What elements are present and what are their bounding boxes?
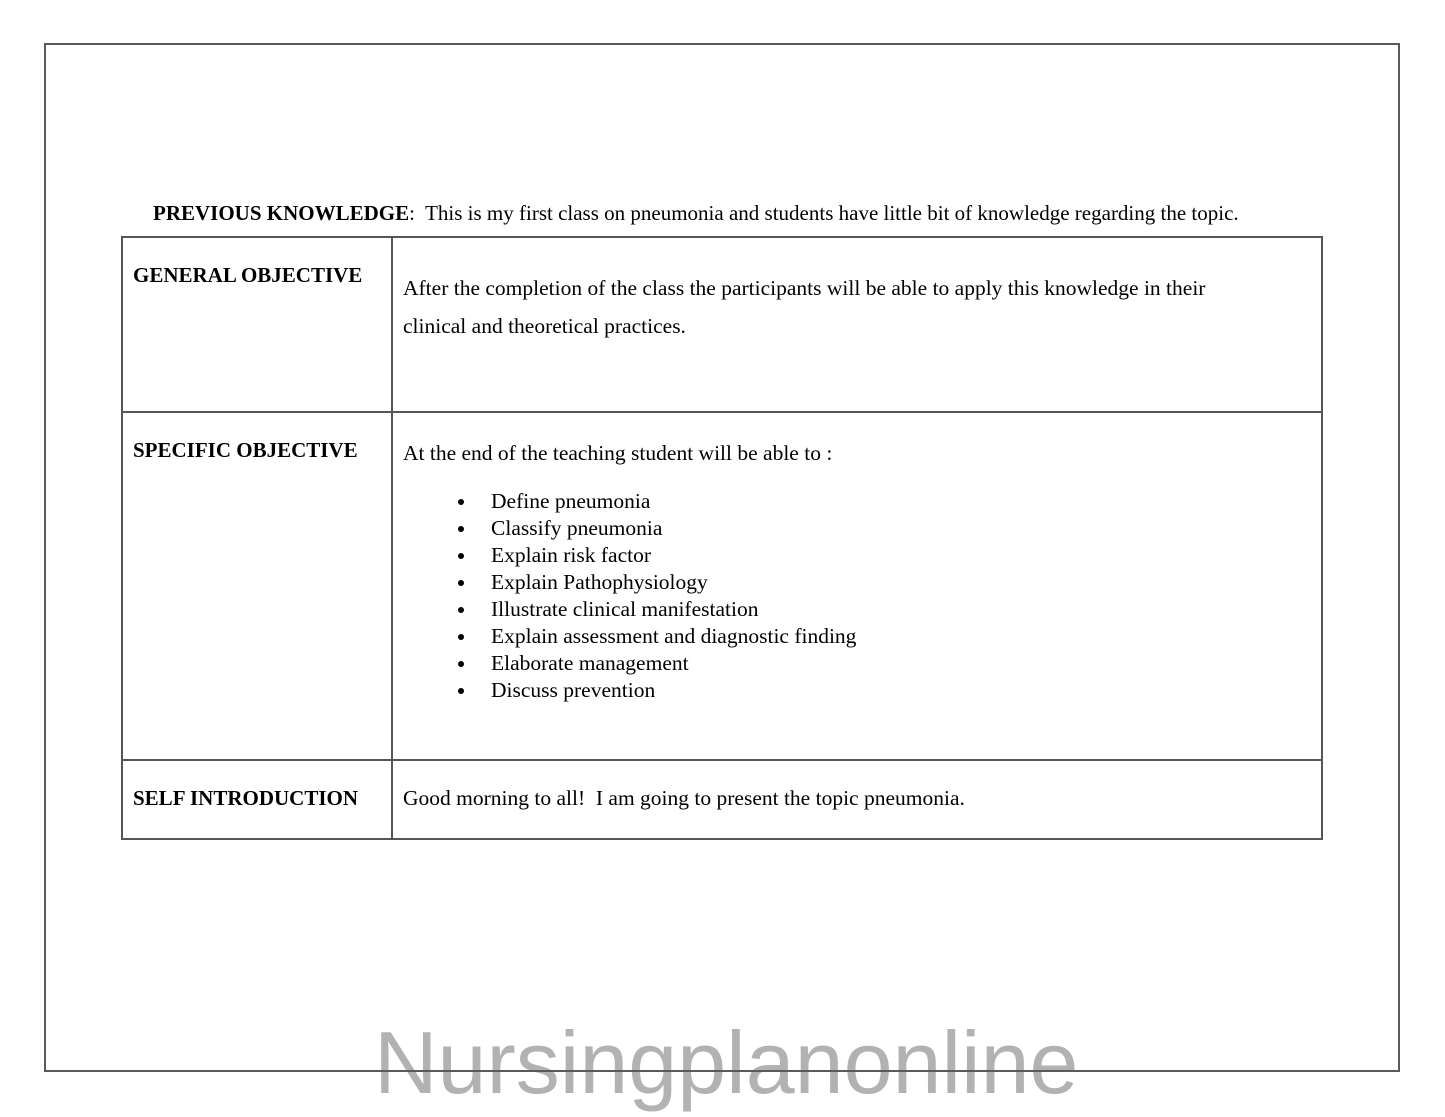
previous-knowledge-text: : This is my first class on pneumonia and students have little bit of knowledge regarding the topic. [409, 201, 1239, 225]
previous-knowledge-label: PREVIOUS KNOWLEDGE [153, 201, 410, 225]
self-introduction-content-cell [393, 761, 1321, 838]
bullet-item: • Explain assessment and diagnostic finding [477, 623, 1301, 650]
lesson-plan-table [121, 236, 1323, 840]
table-row-specific-objective [123, 413, 1321, 761]
general-objective-label-cell: GENERAL OBJECTIVE [123, 238, 393, 411]
specific-objective-bullet-list [403, 488, 1301, 704]
bullet-item: • Illustrate clinical manifestation [477, 596, 1301, 623]
table-row-self-introduction [123, 761, 1321, 838]
bullet-item: • Elaborate management [477, 650, 1301, 677]
bullet-item: • Classify pneumonia [477, 515, 1301, 542]
specific-objective-intro-text: At the end of the teaching student will be able to : [403, 441, 833, 465]
specific-objective-label-cell: SPECIFIC OBJECTIVE [123, 413, 393, 759]
self-introduction-text: Good morning to all! I am going to present the topic pneumonia. [403, 786, 965, 810]
self-introduction-label-cell: SELF INTRODUCTION [123, 761, 393, 838]
bullet-item: • Define pneumonia [477, 488, 1301, 515]
general-objective-content-cell [393, 238, 1321, 411]
bullet-item: • Discuss prevention [477, 677, 1301, 704]
general-objective-text: After the completion of the class the participants will be able to apply this knowledge in their clinical and theoretical practices. [403, 276, 1206, 338]
watermark-text: Nursingplanonline [374, 1013, 1079, 1112]
table-row-general-objective [123, 238, 1321, 413]
specific-objective-content-cell [393, 413, 1321, 759]
bullet-item: • Explain Pathophysiology [477, 569, 1301, 596]
bullet-item: • Explain risk factor [477, 542, 1301, 569]
